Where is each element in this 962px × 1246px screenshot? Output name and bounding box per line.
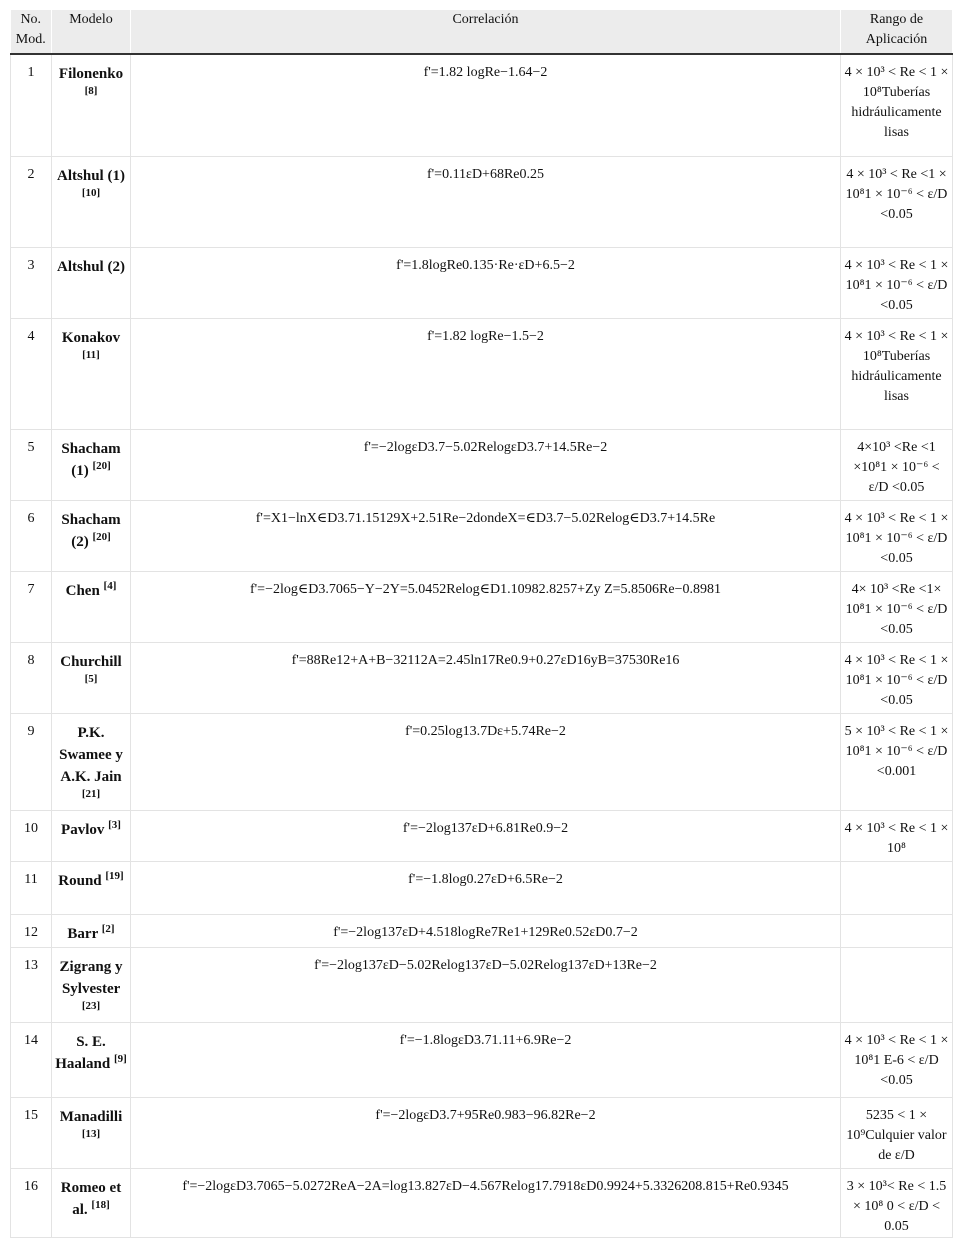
table-row bbox=[11, 947, 953, 1022]
cell-correlation bbox=[131, 947, 841, 1022]
cell-range-text: 5 × 10³ < Re < 1 × 10⁸1 × 10⁻⁶ < ε/D <0.001 bbox=[844, 723, 949, 779]
cell-range-text: 4× 10³ <Re <1× 10⁸1 × 10⁻⁶ < ε/D <0.05 bbox=[845, 581, 948, 637]
reference-mark: [18] bbox=[91, 1198, 110, 1211]
header-range: Rango de Aplicación bbox=[841, 10, 953, 54]
cell-model bbox=[52, 571, 131, 642]
table-row bbox=[11, 642, 953, 713]
cell-correlation bbox=[131, 861, 841, 914]
cell-no-text: 9 bbox=[27, 723, 35, 739]
table-row bbox=[11, 1097, 953, 1168]
reference-mark: [11] bbox=[82, 348, 100, 361]
cell-range bbox=[841, 54, 953, 156]
table-row bbox=[11, 429, 953, 500]
reference-mark: [5] bbox=[84, 672, 98, 685]
cell-no bbox=[11, 156, 52, 247]
cell-correlation-text: f'=1.82 logRe−1.64−2 bbox=[423, 65, 548, 80]
table-row bbox=[11, 1022, 953, 1097]
reference-mark: [9] bbox=[113, 1052, 127, 1065]
table-row bbox=[11, 713, 953, 810]
cell-no-text: 6 bbox=[27, 510, 35, 526]
cell-correlation-text: f'=−2logεD3.7065−5.0272ReA−2A=log13.827εD−4.567Relog17.7918εD0.9924+5.3326208.815+Re0.9345 bbox=[182, 1178, 789, 1194]
cell-model-text: Altshul (1) bbox=[57, 167, 125, 184]
cell-correlation bbox=[131, 247, 841, 318]
table-row bbox=[11, 571, 953, 642]
cell-model-text: P.K. Swamee y A.K. Jain bbox=[59, 724, 123, 785]
cell-correlation-text: f'=0.11εD+68Re0.25 bbox=[427, 166, 544, 182]
table-row bbox=[11, 54, 953, 156]
cell-range bbox=[841, 914, 953, 947]
cell-model bbox=[52, 1022, 131, 1097]
cell-correlation bbox=[131, 642, 841, 713]
cell-range-text: 4 × 10³ < Re < 1 × 10⁸1 × 10⁻⁶ < ε/D <0.05 bbox=[844, 257, 949, 313]
cell-correlation-text: f'=X1−lnX∈D3.71.15129X+2.51Re−2dondeX=∈D3.7−5.02Relog∈D3.7+14.5Re bbox=[255, 510, 716, 526]
cell-no bbox=[11, 947, 52, 1022]
cell-range-text: 4 × 10³ < Re < 1 × 10⁸1 E-6 < ε/D <0.05 bbox=[844, 1032, 949, 1088]
cell-no bbox=[11, 861, 52, 914]
cell-model-text: Chen bbox=[65, 582, 100, 599]
cell-no bbox=[11, 713, 52, 810]
reference-mark: [3] bbox=[108, 818, 121, 831]
reference-mark: [21] bbox=[81, 787, 101, 800]
cell-correlation-text: f'=−2logεD3.7−5.02RelogεD3.7+14.5Re−2 bbox=[363, 439, 608, 455]
cell-no-text: 11 bbox=[24, 871, 38, 887]
cell-model-text: Shacham (2) bbox=[61, 511, 121, 550]
header-no: No. Mod. bbox=[11, 10, 52, 54]
table-row bbox=[11, 914, 953, 947]
header-model: Modelo bbox=[52, 10, 131, 54]
cell-no bbox=[11, 247, 52, 318]
cell-model-text: Manadilli bbox=[59, 1108, 123, 1125]
table-row bbox=[11, 861, 953, 914]
cell-range bbox=[841, 500, 953, 571]
cell-correlation bbox=[131, 54, 841, 156]
cell-model-text: Filonenko bbox=[58, 66, 124, 82]
cell-correlation-text: f'=−2log∈D3.7065−Y−2Y=5.0452Relog∈D1.10982.8257+Zy Z=5.8506Re−0.8981 bbox=[249, 581, 721, 597]
cell-correlation-text: f'=−2log137εD+6.81Re0.9−2 bbox=[402, 820, 569, 836]
cell-correlation bbox=[131, 1097, 841, 1168]
reference-mark: [4] bbox=[103, 579, 117, 592]
cell-no-text: 5 bbox=[27, 439, 35, 455]
cell-correlation bbox=[131, 1168, 841, 1237]
cell-no bbox=[11, 810, 52, 861]
reference-mark: [20] bbox=[92, 530, 111, 543]
cell-range-text: 4×10³ <Re <1 ×10⁸1 × 10⁻⁶ < ε/D <0.05 bbox=[853, 439, 940, 495]
cell-range bbox=[841, 1097, 953, 1168]
cell-no-text: 16 bbox=[24, 1178, 38, 1194]
cell-model-text: Churchill bbox=[60, 653, 122, 670]
reference-mark: [10] bbox=[81, 186, 101, 199]
cell-range bbox=[841, 713, 953, 810]
table-row bbox=[11, 318, 953, 429]
cell-correlation bbox=[131, 914, 841, 947]
reference-mark: [2] bbox=[101, 922, 115, 935]
cell-no-text: 3 bbox=[27, 257, 35, 273]
cell-range bbox=[841, 1168, 953, 1237]
cell-range bbox=[841, 947, 953, 1022]
table-row bbox=[11, 500, 953, 571]
cell-correlation-text: f'=−1.8logεD3.71.11+6.9Re−2 bbox=[399, 1032, 572, 1048]
cell-range-text: 3 × 10³< Re < 1.5 × 10⁸ 0 < ε/D < 0.05 bbox=[846, 1178, 947, 1234]
cell-correlation bbox=[131, 156, 841, 247]
cell-range bbox=[841, 861, 953, 914]
cell-range bbox=[841, 247, 953, 318]
cell-no bbox=[11, 429, 52, 500]
cell-model-text: Zigrang y Sylvester bbox=[59, 958, 123, 997]
cell-no-text: 2 bbox=[27, 166, 35, 182]
cell-range bbox=[841, 810, 953, 861]
cell-model-text: Barr bbox=[67, 925, 98, 942]
table-row bbox=[11, 156, 953, 247]
cell-no-text: 7 bbox=[27, 581, 35, 597]
cell-correlation-text: f'=−2log137εD+4.518logRe7Re1+129Re0.52εD0.7−2 bbox=[333, 924, 638, 940]
cell-correlation bbox=[131, 500, 841, 571]
reference-mark: [20] bbox=[92, 459, 111, 472]
cell-correlation bbox=[131, 318, 841, 429]
cell-range bbox=[841, 156, 953, 247]
reference-mark: [23] bbox=[81, 999, 101, 1012]
cell-correlation-text: f'=1.8logRe0.135·Re·εD+6.5−2 bbox=[396, 257, 575, 273]
cell-range bbox=[841, 429, 953, 500]
header-correlation: Correlación bbox=[131, 10, 841, 54]
cell-no bbox=[11, 1022, 52, 1097]
cell-no bbox=[11, 318, 52, 429]
table-row bbox=[11, 1168, 953, 1237]
cell-model bbox=[52, 156, 131, 247]
cell-correlation-text: f'=−2logεD3.7+95Re0.983−96.82Re−2 bbox=[375, 1107, 596, 1123]
cell-model bbox=[52, 429, 131, 500]
cell-no-text: 13 bbox=[24, 957, 38, 973]
cell-range-text: 4 × 10³ < Re < 1 × 10⁸Tuberías hidráulicamente lisas bbox=[844, 328, 949, 404]
cell-range-text: 4 × 10³ < Re < 1 × 10⁸1 × 10⁻⁶ < ε/D <0.05 bbox=[844, 510, 949, 566]
cell-range bbox=[841, 642, 953, 713]
cell-no-text: 10 bbox=[24, 820, 38, 836]
cell-model bbox=[52, 642, 131, 713]
cell-model bbox=[52, 947, 131, 1022]
correlation-table bbox=[10, 10, 953, 1238]
cell-model-text: Shacham (1) bbox=[61, 440, 121, 479]
cell-model-text: Altshul (2) bbox=[57, 258, 125, 275]
cell-model bbox=[52, 810, 131, 861]
cell-range bbox=[841, 571, 953, 642]
cell-no-text: 14 bbox=[24, 1032, 38, 1048]
cell-correlation bbox=[131, 713, 841, 810]
cell-model bbox=[52, 861, 131, 914]
cell-no-text: 15 bbox=[24, 1107, 38, 1123]
reference-mark: [8] bbox=[84, 85, 98, 97]
cell-model bbox=[52, 54, 131, 156]
cell-model bbox=[52, 247, 131, 318]
cell-model bbox=[52, 1097, 131, 1168]
cell-correlation-text: f'=−1.8log0.27εD+6.5Re−2 bbox=[408, 871, 563, 887]
cell-correlation bbox=[131, 429, 841, 500]
cell-model bbox=[52, 713, 131, 810]
cell-model-text: S. E. Haaland bbox=[55, 1033, 111, 1072]
cell-correlation bbox=[131, 810, 841, 861]
cell-model-text: Pavlov bbox=[61, 821, 105, 838]
reference-mark: [13] bbox=[81, 1127, 101, 1140]
cell-correlation bbox=[131, 1022, 841, 1097]
cell-no bbox=[11, 1097, 52, 1168]
cell-no bbox=[11, 500, 52, 571]
cell-no-text: 12 bbox=[24, 924, 38, 940]
cell-model-text: Romeo et al. bbox=[60, 1179, 122, 1218]
cell-no bbox=[11, 54, 52, 156]
table-row bbox=[11, 810, 953, 861]
cell-model bbox=[52, 318, 131, 429]
cell-no-text: 4 bbox=[27, 328, 35, 344]
reference-mark: [19] bbox=[105, 869, 124, 882]
cell-range-text: 4 × 10³ < Re < 1 × 10⁸ bbox=[844, 820, 949, 856]
cell-range-text: 4 × 10³ < Re < 1 × 10⁸1 × 10⁻⁶ < ε/D <0.05 bbox=[844, 652, 949, 708]
cell-model-text: Konakov bbox=[61, 329, 121, 346]
cell-correlation-text: f'=88Re12+A+B−32112A=2.45ln17Re0.9+0.27εD16yB=37530Re16 bbox=[291, 652, 680, 668]
header-row bbox=[11, 10, 953, 54]
cell-no bbox=[11, 914, 52, 947]
cell-no bbox=[11, 642, 52, 713]
table-row bbox=[11, 247, 953, 318]
cell-no-text: 8 bbox=[27, 652, 35, 668]
cell-range-text: 4 × 10³ < Re < 1 × 10⁸Tuberías hidráulicamente lisas bbox=[844, 65, 949, 140]
cell-range bbox=[841, 1022, 953, 1097]
cell-no bbox=[11, 571, 52, 642]
cell-model bbox=[52, 914, 131, 947]
cell-model bbox=[52, 500, 131, 571]
cell-range bbox=[841, 318, 953, 429]
cell-range-text: 5235 < 1 × 10⁹Culquier valor de ε/D bbox=[846, 1107, 947, 1163]
cell-model bbox=[52, 1168, 131, 1237]
cell-correlation-text: f'=−2log137εD−5.02Relog137εD−5.02Relog137εD+13Re−2 bbox=[314, 957, 657, 973]
cell-correlation-text: f'=1.82 logRe−1.5−2 bbox=[427, 328, 544, 344]
cell-no-text: 1 bbox=[27, 65, 35, 80]
cell-model-text: Round bbox=[58, 872, 102, 889]
cell-correlation bbox=[131, 571, 841, 642]
cell-correlation-text: f'=0.25log13.7Dε+5.74Re−2 bbox=[405, 723, 566, 739]
cell-range-text: 4 × 10³ < Re <1 × 10⁸1 × 10⁻⁶ < ε/D <0.05 bbox=[845, 166, 948, 222]
cell-no bbox=[11, 1168, 52, 1237]
